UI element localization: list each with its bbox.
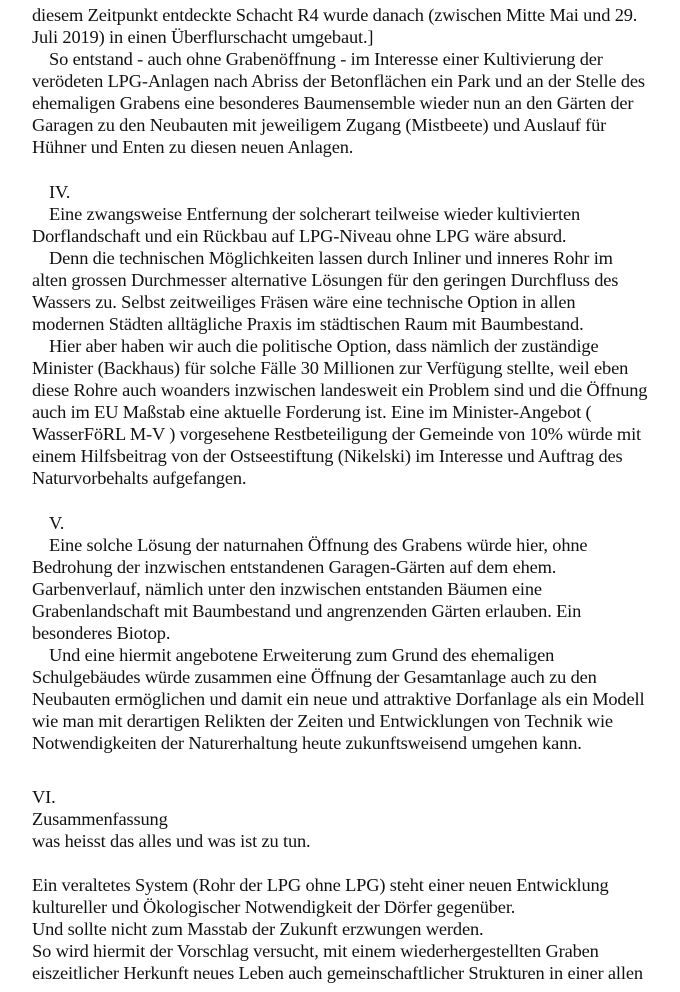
text-line: Dorflandschaft und ein Rückbau auf LPG-Niveau ohne LPG wäre absurd. — [32, 226, 567, 246]
text-line: Wassers zu. Selbst zeitweiliges Fräsen wäre eine technische Option in allen — [32, 292, 576, 312]
text-line: So wird hiermit der Vorschlag versucht, mit einem wiederhergestellten Graben — [32, 941, 599, 961]
paragraph-start: Eine zwangsweise Entfernung der solcherart teilweise wieder kultivierten — [49, 204, 581, 224]
text-line: eiszeitlicher Herkunft neues Leben auch gemeinschaftlicher Strukturen in einer allen — [32, 963, 643, 983]
section-heading-iv: IV. — [49, 182, 71, 202]
text-line: verödeten LPG-Anlagen nach Abriss der Betonflächen ein Park und an der Stelle des — [32, 71, 645, 91]
text-line: ehemaligen Grabens eine besonderes Baumensemble wieder nun an den Gärten der — [32, 93, 634, 113]
text-line: diese Rohre auch woanders inzwischen landesweit ein Problem sind und die Öffnung — [32, 380, 648, 400]
text-line: Bedrohung der inzwischen entstandenen Garagen-Gärten auf dem ehem. — [32, 557, 557, 577]
text-line: Grabenlandschaft mit Baumbestand und angrenzenden Gärten erlauben. Ein — [32, 601, 582, 621]
text-line: Naturvorbehalts aufgefangen. — [32, 468, 247, 488]
text-line: Schulgebäudes würde zusammen eine Öffnung der Gesamtanlage auch zu den — [32, 667, 597, 687]
text-line: Minister (Backhaus) für solche Fälle 30 Millionen zur Verfügung stellte, weil eben — [32, 358, 629, 378]
text-line: kultureller und Ökologischer Notwendigkeit der Dörfer gegenüber. — [32, 897, 516, 917]
text-line: was heisst das alles und was ist zu tun. — [32, 831, 311, 851]
text-line: Garagen zu den Neubauten mit jeweiligem Zugang (Mistbeete) und Auslauf für — [32, 115, 607, 135]
text-line: Notwendigkeiten der Naturerhaltung heute zukunftsweisend umgehen kann. — [32, 733, 582, 753]
paragraph-start: Und eine hiermit angebotene Erweiterung zum Grund des ehemaligen — [49, 645, 555, 665]
text-line: wie man mit derartigen Relikten der Zeiten und Entwicklungen von Technik wie — [32, 711, 613, 731]
text-line: alten grossen Durchmesser alternative Lösungen für den geringen Durchfluss des — [32, 270, 619, 290]
text-line: Hühner und Enten zu diesen neuen Anlagen. — [32, 137, 354, 157]
paragraph-start: Hier aber haben wir auch die politische Option, dass nämlich der zuständige — [49, 336, 599, 356]
text-line: Und sollte nicht zum Masstab der Zukunft erzwungen werden. — [32, 919, 484, 939]
paragraph-start: Eine solche Lösung der naturnahen Öffnung des Grabens würde hier, ohne — [49, 535, 588, 555]
summary-heading: Zusammenfassung — [32, 809, 168, 829]
section-heading-v: V. — [49, 513, 65, 533]
text-line: Garbenverlauf, nämlich unter den inzwischen entstanden Bäumen eine — [32, 579, 542, 599]
text-line: besonderes Biotop. — [32, 623, 171, 643]
text-line: einem Hilfsbeitrag von der Ostseestiftung (Nikelski) im Interesse und Auftrag des — [32, 446, 623, 466]
section-heading-vi: VI. — [32, 787, 56, 807]
text-line: modernen Städten alltägliche Praxis im städtischen Raum mit Baumbestand. — [32, 314, 584, 334]
text-line: auch im EU Maßstab eine aktuelle Forderung ist. Eine im Minister-Angebot ( — [32, 402, 592, 422]
text-line: Neubauten ermöglichen und damit ein neue und attraktive Dorfanlage als ein Modell — [32, 689, 645, 709]
paragraph-start: Denn die technischen Möglichkeiten lassen durch Inliner und inneres Rohr im — [49, 248, 613, 268]
text-line: Juli 2019) in einen Überflurschacht umgebaut.] — [32, 27, 374, 47]
text-line: diesem Zeitpunkt entdeckte Schacht R4 wurde danach (zwischen Mitte Mai und 29. — [32, 5, 638, 25]
paragraph-start: So entstand - auch ohne Grabenöffnung - im Interesse einer Kultivierung der — [49, 49, 603, 69]
text-line: Ein veraltetes System (Rohr der LPG ohne LPG) steht einer neuen Entwicklung — [32, 875, 609, 895]
text-line: WasserFöRL M-V ) vorgesehene Restbeteiligung der Gemeinde von 10% würde mit — [32, 424, 642, 444]
